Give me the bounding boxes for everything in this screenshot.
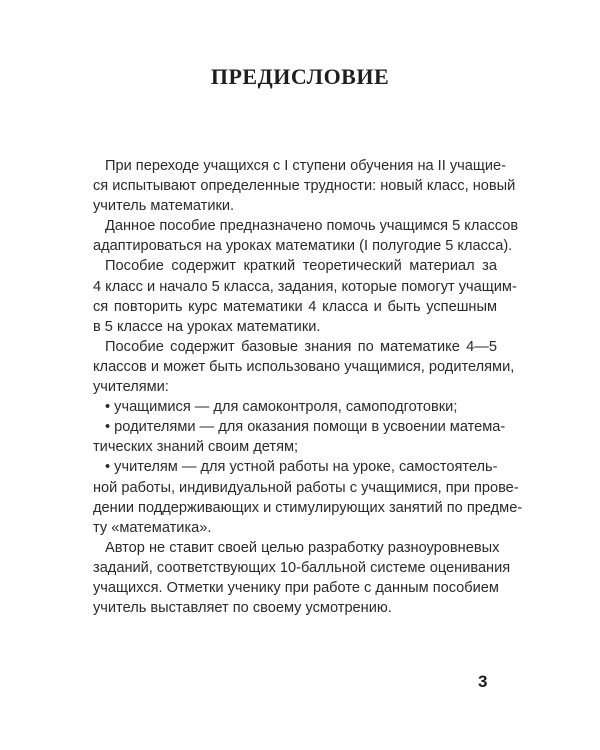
text-line: Пособие содержит базовые знания по математике 4—5	[105, 338, 497, 355]
paragraph	[93, 538, 511, 618]
page-title: ПРЕДИСЛОВИЕ	[210, 64, 390, 89]
text-line: учащихся. Отметки ученику при работе с данным пособием	[93, 579, 499, 596]
text-line: ту «математика».	[93, 519, 212, 536]
text-line: в 5 классе на уроках математики.	[93, 318, 321, 335]
paragraph	[93, 216, 519, 256]
text-line: ся повторить курс математики 4 класса и быть успешным	[93, 298, 497, 315]
text-line: ся испытывают определенные трудности: новый класс, новый	[93, 178, 516, 195]
text-line: учителями:	[93, 379, 169, 396]
text-line: Пособие содержит краткий теоретический материал за	[105, 258, 497, 275]
text-line: При переходе учащихся с I ступени обучения на II учащие-	[105, 158, 506, 174]
bullet-item	[93, 417, 506, 457]
text-line: адаптироваться на уроках математики (I полугодие 5 класса).	[93, 238, 513, 255]
text-line: классов и может быть использовано учащимися, родителями,	[93, 358, 515, 375]
text-line: тических знаний своим детям;	[93, 439, 299, 456]
paragraph	[93, 256, 517, 336]
text-line: учитель выставляет по своему усмотрению.	[93, 600, 392, 617]
paragraph	[93, 156, 516, 216]
preface-body	[93, 156, 523, 618]
text-line: 4 класс и начало 5 класса, задания, которые помогут учащим-	[93, 278, 517, 295]
text-line: Данное пособие предназначено помочь учащимся 5 классов	[105, 218, 519, 235]
text-line: • учителям — для устной работы на уроке, самостоятель-	[105, 459, 498, 476]
text-line: • родителями — для оказания помощи в усвоении матема-	[105, 419, 506, 436]
text-line: заданий, соответствующих 10-балльной системе оценивания	[93, 559, 511, 576]
text-line: • учащимися — для самоконтроля, самоподготовки;	[105, 399, 458, 416]
page-number: 3	[478, 672, 488, 691]
bullet-item	[93, 397, 497, 417]
text-line: учитель математики.	[93, 198, 235, 215]
text-line: Автор не ставит своей целью разработку разноуровневых	[105, 539, 500, 556]
paragraph	[93, 337, 515, 397]
text-line: дении поддерживающих и стимулирующих занятий по предме-	[93, 499, 523, 516]
bullet-item	[93, 457, 523, 537]
text-line: ной работы, индивидуальной работы с учащимися, при прове-	[93, 479, 519, 496]
